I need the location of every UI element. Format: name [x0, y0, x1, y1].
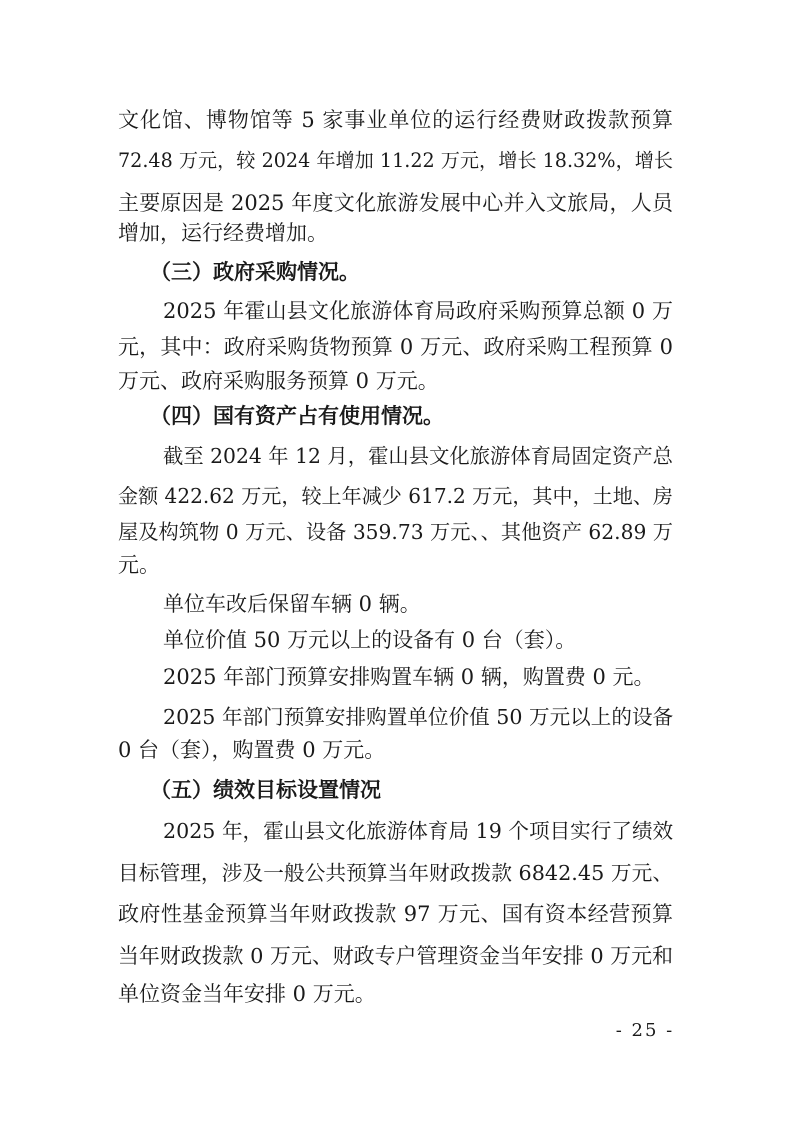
paragraph-line: 目标管理，涉及一般公共预算当年财政拨款 6842.45 万元、 [118, 861, 674, 885]
text-line [0, 545, 793, 585]
paragraph-line: 2025 年霍山县文化旅游体育局政府采购预算总额 0 万 [163, 299, 673, 323]
text-line [0, 853, 793, 893]
paragraph-line: 主要原因是 2025 年度文化旅游发展中心并入文旅局，人员 [118, 191, 673, 215]
section-heading-text: （四）国有资产占有使用情况。 [150, 404, 444, 428]
paragraph-line: 72.48 万元，较 2024 年增加 11.22 万元，增长 18.32%，增长 [118, 149, 673, 172]
paragraph-line: 单位车改后保留车辆 0 辆。 [163, 592, 421, 616]
paragraph-line: 2025 年部门预算安排购置车辆 0 辆，购置费 0 元。 [163, 665, 655, 689]
paragraph-line: 金额 422.62 万元，较上年减少 617.2 万元，其中，土地、房 [118, 484, 673, 508]
paragraph-line: 截至 2024 年 12 月，霍山县文化旅游体育局固定资产总 [163, 444, 673, 468]
text-line [0, 141, 793, 181]
text-line [0, 936, 793, 976]
paragraph-line: 单位价值 50 万元以上的设备有 0 台（套）。 [163, 628, 577, 652]
section-heading [0, 770, 793, 810]
paragraph-line: 文化馆、博物馆等 5 家事业单位的运行经费财政拨款预算 [118, 108, 673, 132]
paragraph-line: 2025 年部门预算安排购置单位价值 50 万元以上的设备 [163, 705, 674, 729]
paragraph-line: 单位资金当年安排 0 万元。 [118, 982, 376, 1006]
text-line [0, 436, 793, 476]
paragraph-line: 万元、政府采购服务预算 0 万元。 [118, 369, 439, 393]
paragraph-line: 2025 年，霍山县文化旅游体育局 19 个项目实行了绩效 [163, 819, 674, 843]
paragraph-line: 政府性基金预算当年财政拨款 97 万元、国有资本经营预算 [118, 902, 673, 926]
section-heading-text: （三）政府采购情况。 [150, 260, 360, 284]
paragraph-line: 元。 [118, 553, 160, 577]
text-line [0, 620, 793, 660]
text-line [0, 657, 793, 697]
page-number: - 25 - [615, 1020, 675, 1041]
text-line [0, 974, 793, 1014]
text-line [0, 894, 793, 934]
text-line [0, 291, 793, 331]
paragraph-line: 元，其中：政府采购货物预算 0 万元、政府采购工程预算 0 [118, 335, 673, 359]
text-line [0, 811, 793, 851]
paragraph-line: 增加，运行经费增加。 [118, 221, 328, 245]
section-heading-text: （五）绩效目标设置情况 [150, 778, 381, 802]
paragraph-line: 屋及构筑物 0 万元、设备 359.73 万元、、其他资产 62.89 万 [118, 520, 673, 544]
text-line [0, 730, 793, 770]
text-line [0, 100, 793, 140]
paragraph-line: 当年财政拨款 0 万元、财政专户管理资金当年安排 0 万元和 [118, 944, 673, 968]
paragraph-line: 0 台（套），购置费 0 万元。 [118, 738, 386, 762]
text-line [0, 476, 793, 516]
section-heading [0, 252, 793, 292]
text-line [0, 213, 793, 253]
text-line [0, 361, 793, 401]
text-line [0, 584, 793, 624]
section-heading [0, 396, 793, 436]
